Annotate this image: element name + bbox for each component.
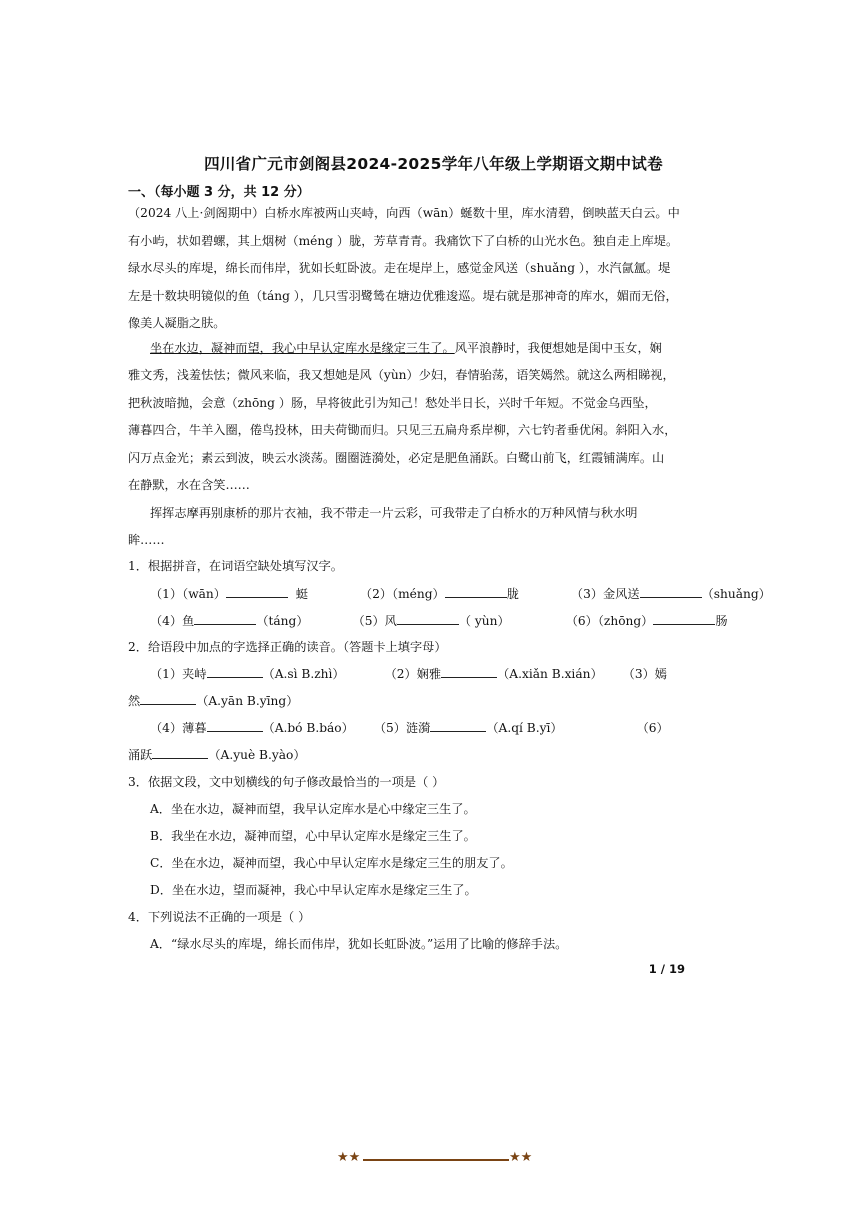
item-label: （5）涟漪 <box>373 721 431 735</box>
item-label: （A.yuè B.yào） <box>208 748 306 762</box>
item-label: （ yùn） <box>458 614 510 628</box>
section-heading: 一、（每小题 3 分，共 12 分） <box>128 185 310 200</box>
item-label: （6）（zhōng） <box>565 614 654 628</box>
item-label: （shuǎng） <box>701 587 771 601</box>
question-3-option[interactable]: B．我坐在水边，凝神而望，心中早认定库水是缘定三生了。 <box>150 829 476 843</box>
item-label: 肠 <box>715 614 728 628</box>
passage-line: 在静默，水在含笑…… <box>128 478 250 492</box>
answer-blank[interactable] <box>226 585 288 598</box>
answer-blank[interactable] <box>397 612 459 625</box>
answer-blank[interactable] <box>640 585 702 598</box>
answer-blank[interactable] <box>430 719 486 732</box>
item-label: （2）娴雅 <box>384 667 442 681</box>
passage-line <box>150 340 662 356</box>
star-icon: ★★ <box>509 1150 533 1165</box>
item-label: （A.bó B.báo） <box>262 721 354 735</box>
question-2-row <box>150 665 667 682</box>
page-title: 四川省广元市剑阁县2024-2025学年八年级上学期语文期中试卷 <box>204 155 663 173</box>
question-2-stem: 2．给语段中加点的字选择正确的读音。（答题卡上填字母） <box>128 640 447 654</box>
footer-rule <box>363 1159 509 1161</box>
item-label: （3）嫣 <box>622 667 667 681</box>
item-label: （táng） <box>256 614 309 628</box>
item-label: （A.sì B.zhì） <box>262 667 345 681</box>
item-label: （4）薄暮 <box>150 721 207 735</box>
answer-blank[interactable] <box>441 665 497 678</box>
passage-line: 有小屿，状如碧螺，其上烟树（méng ）胧，芳草青青。我痛饮下了白桥的山光水色。独自走上库堤。 <box>128 234 679 248</box>
question-4-stem: 4．下列说法不正确的一项是（ ） <box>128 910 311 924</box>
page-number: 1 / 19 <box>648 962 685 976</box>
item-label: （6） <box>636 721 669 735</box>
passage-line: 闪万点金光；素云到波，映云水淡荡。圈圈涟漪处，必定是肥鱼涌跃。白鹭山前飞，红霞铺满库。山 <box>128 451 665 465</box>
answer-blank[interactable] <box>207 665 263 678</box>
item-label: （5）风 <box>352 614 397 628</box>
question-3-option[interactable]: A．坐在水边，凝神而望，我早认定库水是心中缘定三生了。 <box>150 802 476 816</box>
question-3-option[interactable]: C．坐在水边，凝神而望，我心中早认定库水是缘定三生的朋友了。 <box>150 856 513 870</box>
item-label: 胧 <box>506 587 519 601</box>
passage-line: 把秋波暗抛，会意（zhōng ）肠，早将彼此引为知己！愁处半日长，兴时千年短。不觉金乌西坠， <box>128 396 657 410</box>
question-1-row <box>150 612 728 629</box>
question-2-row <box>150 719 669 736</box>
passage-line: 挥挥志摩再别康桥的那片衣袖，我不带走一片云彩，可我带走了白桥水的万种风情与秋水明 <box>150 506 638 520</box>
answer-blank[interactable] <box>207 719 263 732</box>
question-1-stem: 1．根据拼音，在词语空缺处填写汉字。 <box>128 559 343 573</box>
question-2-row <box>128 692 298 709</box>
footer-ornament <box>337 1152 533 1168</box>
passage-line: 像美人凝脂之肤。 <box>128 316 226 330</box>
question-1-row <box>150 585 771 602</box>
item-label: （1）（wān） <box>150 587 226 601</box>
answer-blank[interactable] <box>194 612 256 625</box>
answer-blank[interactable] <box>653 612 715 625</box>
star-icon: ★★ <box>337 1150 361 1165</box>
item-label: （3）金风送 <box>570 587 640 601</box>
passage-line: 薄暮四合，牛羊入圈，倦鸟投林，田夫荷锄而归。只见三五扁舟系岸柳，六七钓者垂优闲。斜阳入水， <box>128 423 677 437</box>
answer-blank[interactable] <box>445 585 507 598</box>
passage-line: 绿水尽头的库堤，绵长而伟岸，犹如长虹卧波。走在堤岸上，感觉金风送（shuǎng ），水汽氤氲。堤 <box>128 261 671 275</box>
question-4-option[interactable]: A．“绿水尽头的库堤，绵长而伟岸，犹如长虹卧波。”运用了比喻的修辞手法。 <box>150 937 568 951</box>
question-3-option[interactable]: D．坐在水边，望而凝神，我心中早认定库水是缘定三生了。 <box>150 883 477 897</box>
passage-line: 雅文秀，浅羞怯怯；微风来临，我又想她是风（yùn）少妇，春情骀荡，语笑嫣然。就这么两相睇视， <box>128 368 675 382</box>
item-label: 蜓 <box>295 587 308 601</box>
item-label: （2）（méng） <box>359 587 445 601</box>
passage-text: 风平浪静时，我便想她是闺中玉女，娴 <box>454 341 662 355</box>
item-label: （A.xiǎn B.xián） <box>497 667 603 681</box>
question-3-stem: 3．依据文段，文中划横线的句子修改最恰当的一项是（ ） <box>128 775 445 789</box>
item-label: 涌跃 <box>128 748 153 762</box>
item-label: （4）鱼 <box>150 614 195 628</box>
item-label: （1）夹峙 <box>150 667 207 681</box>
item-label: 然 <box>128 694 141 708</box>
answer-blank[interactable] <box>140 692 196 705</box>
answer-blank[interactable] <box>152 746 208 759</box>
item-label: （A.qí B.yī） <box>486 721 563 735</box>
passage-line: 左是十数块明镜似的鱼（táng ），几只雪羽鹭鸶在塘边优雅逡巡。堤右就是那神奇的库水，媚而无俗， <box>128 289 678 303</box>
question-2-row <box>128 746 306 763</box>
underlined-sentence: 坐在水边，凝神而望，我心中早认定库水是缘定三生了。 <box>150 341 455 355</box>
item-label: （A.yān B.yīng） <box>196 694 299 708</box>
passage-line: （2024 八上·剑阁期中）白桥水库被两山夹峙，向西（wān）蜒数十里，库水清碧，倒映蓝天白云。中 <box>128 206 680 220</box>
passage-line: 眸…… <box>128 533 165 547</box>
